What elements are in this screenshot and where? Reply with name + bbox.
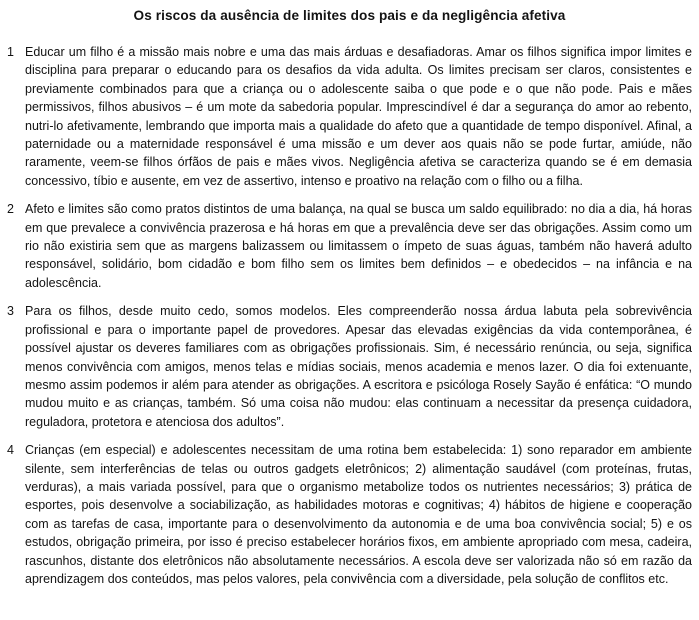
- paragraph-1-number: 1: [7, 45, 14, 59]
- paragraph-4-number: 4: [7, 443, 14, 458]
- paragraph-2-text: Afeto e limites são como pratos distintos de uma balança, na qual se busca um saldo equilibrado: no dia a dia, há horas em que prevalece a convivência prazerosa e há horas em que a prevalência deve ser das obrigações. Assim como um rio não existiria sem que as margens balizassem ou limitassem o ímpeto de suas águas, também não haverá adulto responsável, solidário, bom cidadão e bom filho sem os limites bem definidos – e obedecidos – na infância e na adolescência.: [25, 202, 692, 290]
- paragraph-2-number: 2: [7, 202, 14, 217]
- paragraph-3: [7, 302, 692, 431]
- document-title: Os riscos da ausência de limites dos pais e da negligência afetiva: [133, 8, 566, 23]
- paragraph-1: [7, 43, 692, 190]
- document-body: [7, 43, 692, 588]
- paragraph-2: [7, 200, 692, 292]
- paragraph-4: [7, 441, 692, 588]
- paragraph-3-number: 3: [7, 304, 14, 319]
- paragraph-3-text: Para os filhos, desde muito cedo, somos modelos. Eles compreenderão nossa árdua labuta pela sobrevivência profissional e para o importante papel de provedores. Apesar das elevadas exigências da vida contemporânea, é possível ajustar os deveres familiares com as obrigações profissionais. Sim, é necessário renúncia, ou seja, significa menos convivência com amigos, menos telas e mídias sociais, menos academia e menos lazer. O dia foi extenuante, mesmo assim podemos ir além para atender as obrigações. A escritora e psicóloga Rosely Sayão é enfática: “O mundo mudou muito e as crianças, também. Só uma coisa não mudou: elas continuam a necessitar da presença cuidadora, reguladora, protetora e atenciosa dos adultos”.: [25, 304, 692, 429]
- paragraph-4-text: Crianças (em especial) e adolescentes necessitam de uma rotina bem estabelecida: 1) sono reparador em ambiente silente, sem interferências de telas ou outros gadgets eletrônicos; 2) alimentação saudável (com proteínas, frutas, verduras), a mais variada possível, para que o organismo metabolize todos os nutrientes necessários; 3) prática de esportes, pois desenvolve a sociabilização, as habilidades motoras e cognitivas; 4) hábitos de higiene e cooperação com as tarefas de casa, importante para o desenvolvimento da autonomia e de uma boa convivência social; 5) e os estudos, obrigação primeira, por isso é preciso estabelecer horários fixos, em ambiente apropriado com mesa, cadeira, rascunhos, distante dos eletrônicos não absolutamente necessários. A escola deve ser valorizada não só em razão da aprendizagem dos conteúdos, mas pelos valores, pela convivência com a diversidade, pela solução de conflitos etc.: [25, 443, 692, 586]
- paragraph-1-text: Educar um filho é a missão mais nobre e uma das mais árduas e desafiadoras. Amar os filhos significa impor limites e disciplina para preparar o educando para os desafios da vida adulta. Os limites precisam ser claros, consistentes e previamente combinados para que a criança ou o adolescente saiba o que pode e o que não pode. Pais e mães permissivos, filhos abusivos – é um mote da sabedoria popular. Imprescindível é dar a segurança do amor ao rebento, nutri-lo afetivamente, lembrando que importa mais a qualidade do afeto que a quantidade de tempo disponível. Afinal, a paternidade ou a maternidade responsável é uma missão e um dever aos quais não se pode furtar, amiúde, não raramente, veem-se filhos órfãos de pais e mães vivos. Negligência afetiva se caracteriza quando se é em demasia concessivo, tíbio e ausente, em vez de assertivo, intenso e proativo na relação com o filho ou a filha.: [25, 45, 692, 188]
